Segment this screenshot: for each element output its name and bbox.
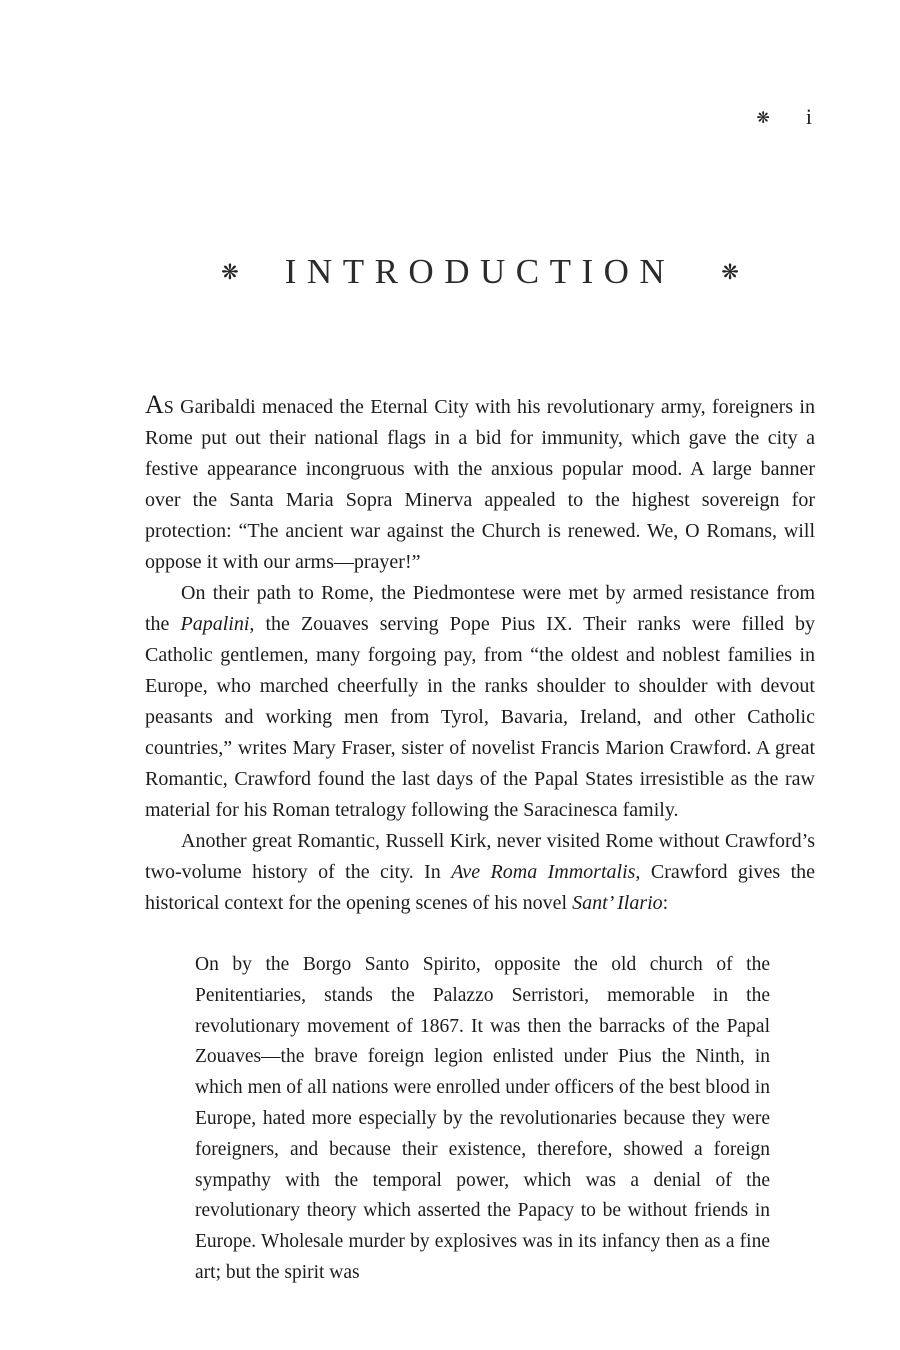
paragraph-1 bbox=[145, 392, 815, 578]
text-run: : bbox=[662, 892, 669, 914]
body-text bbox=[145, 392, 815, 1289]
page-number: i bbox=[805, 104, 812, 129]
italic-text: Papalini bbox=[180, 613, 250, 635]
heading-ornament-left-icon: ❋ bbox=[221, 260, 239, 284]
paragraph-3 bbox=[145, 826, 815, 919]
italic-text: Ave Roma Immortalis bbox=[451, 861, 636, 883]
chapter-title: INTRODUCTION bbox=[284, 252, 676, 291]
folio-ornament-icon: ❋ bbox=[756, 107, 770, 127]
text-run: On by the Borgo Santo Spirito, opposite the old church of the Penitentiaries, stands the Palazzo Serristori, memorable in the revolutionary movement of 1867. It was then the barracks of the Papal Zouaves—the brave foreign legion enlisted under Pius the Ninth, in which men of all nations were enrolled under officers of the best blood in Europe, hated more especially by the revolutionaries because they were foreigners, and because their existence, therefore, showed a foreign sympathy with the temporal power, which was a denial of the revolutionary theory which asserted the Papacy to be without friends in Europe. Wholesale murder by explosives was in its infancy then as a fine art; but the spirit was bbox=[195, 954, 770, 1283]
text-run: Another great Romantic, Russell Kirk, never visited Rome without Crawford’s two-volume history of the city. In bbox=[145, 830, 815, 883]
heading-ornament-right-icon: ❋ bbox=[721, 260, 739, 284]
block-quote bbox=[195, 950, 770, 1289]
text-run: , the Zouaves serving Pope Pius IX. Their ranks were filled by Catholic gentlemen, many forgoing pay, from “the oldest and noblest families in Europe, who marched cheerfully in the ranks shoulder to shoulder with devout peasants and working men from Tyrol, Bavaria, Ireland, and other Catholic countries,” writes Mary Fraser, sister of novelist Francis Marion Crawford. A great Romantic, Crawford found the last days of the Papal States irresistible as the raw material for his Roman tetralogy following the Saracinesca family. bbox=[145, 613, 815, 821]
paragraph-2 bbox=[145, 578, 815, 826]
text-run: Garibaldi menaced the Eternal City with his revolutionary army, foreigners in Rome put out their national flags in a bid for immunity, which gave the city a festive appearance incongruous with the anxious popular mood. A large banner over the Santa Maria Sopra Minerva appealed to the highest sovereign for protection: “The ancient war against the Church is renewed. We, O Romans, will oppose it with our arms—prayer!” bbox=[145, 396, 815, 573]
lead-in-text: As bbox=[145, 390, 174, 419]
chapter-heading bbox=[145, 252, 815, 292]
italic-text: Sant’ Ilario bbox=[572, 892, 663, 914]
text-run: On their path to Rome, the Piedmontese were met by armed resistance from the bbox=[145, 582, 815, 635]
text-run: , Crawford gives the historical context for the opening scenes of his novel bbox=[145, 861, 816, 914]
folio bbox=[756, 104, 812, 130]
